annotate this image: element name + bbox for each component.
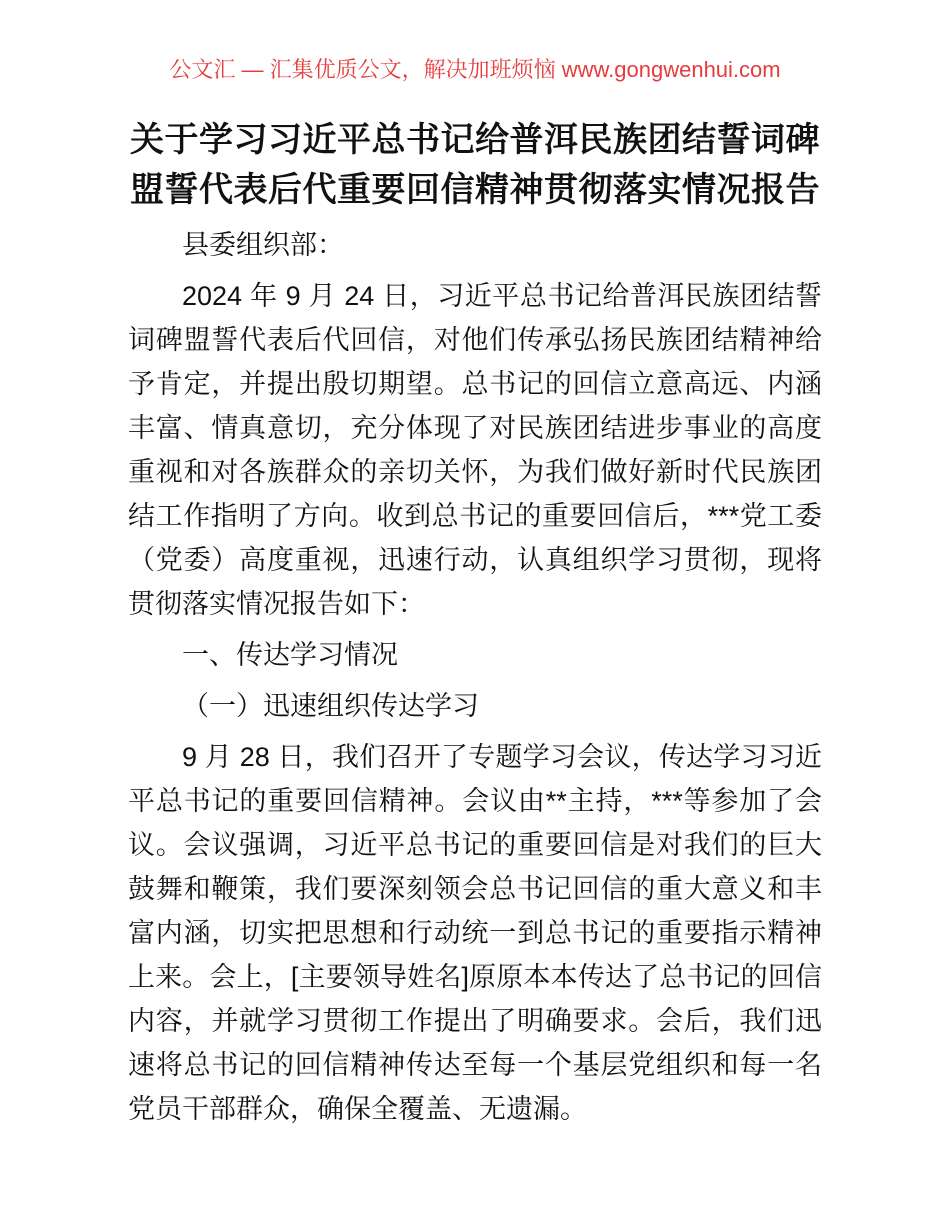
document-title-line2: 盟誓代表后代重要回信精神贯彻落实情况报告 (130, 171, 820, 209)
site-watermark-text: 公文汇 — 汇集优质公文，解决加班烦恼 www.gongwenhui.com (169, 57, 781, 82)
section-heading: 一、传达学习情况 (182, 640, 398, 670)
document-title (128, 115, 822, 215)
paragraph-intro: 2024 年 9 月 24 日，习近平总书记给普洱民族团结誓词碑盟誓代表后代回信，对他们传承弘扬民族团结精神给予肯定，并提出殷切期望。总书记的回信立意高远、内涵丰富、情真意切，充分体现了对民族团结进步事业的高度重视和对各族群众的亲切关怀，为我们做好新时代民族团结工作指明了方向。收到总书记的重要回信后，***党工委（党委）高度重视，迅速行动，认真组织学习贯彻，现将贯彻落实情况报告如下： (128, 281, 822, 619)
document-title-line1: 关于学习习近平总书记给普洱民族团结誓词碑 (130, 121, 820, 159)
subsection-heading: （一）迅速组织传达学习 (182, 691, 479, 721)
document-body (128, 223, 822, 1131)
paragraph-study: 9 月 28 日，我们召开了专题学习会议，传达学习习近平总书记的重要回信精神。会议由**主持，***等参加了会议。会议强调，习近平总书记的重要回信是对我们的巨大鼓舞和鞭策，我们要深刻领会总书记回信的重大意义和丰富内涵，切实把思想和行动统一到总书记的重要指示精神上来。会上，[主要领导姓名]原原本本传达了总书记的回信内容，并就学习贯彻工作提出了明确要求。会后，我们迅速将总书记的回信精神传达至每一个基层党组织和每一名党员干部群众，确保全覆盖、无遗漏。 (128, 742, 822, 1124)
salutation: 县委组织部： (182, 230, 344, 260)
